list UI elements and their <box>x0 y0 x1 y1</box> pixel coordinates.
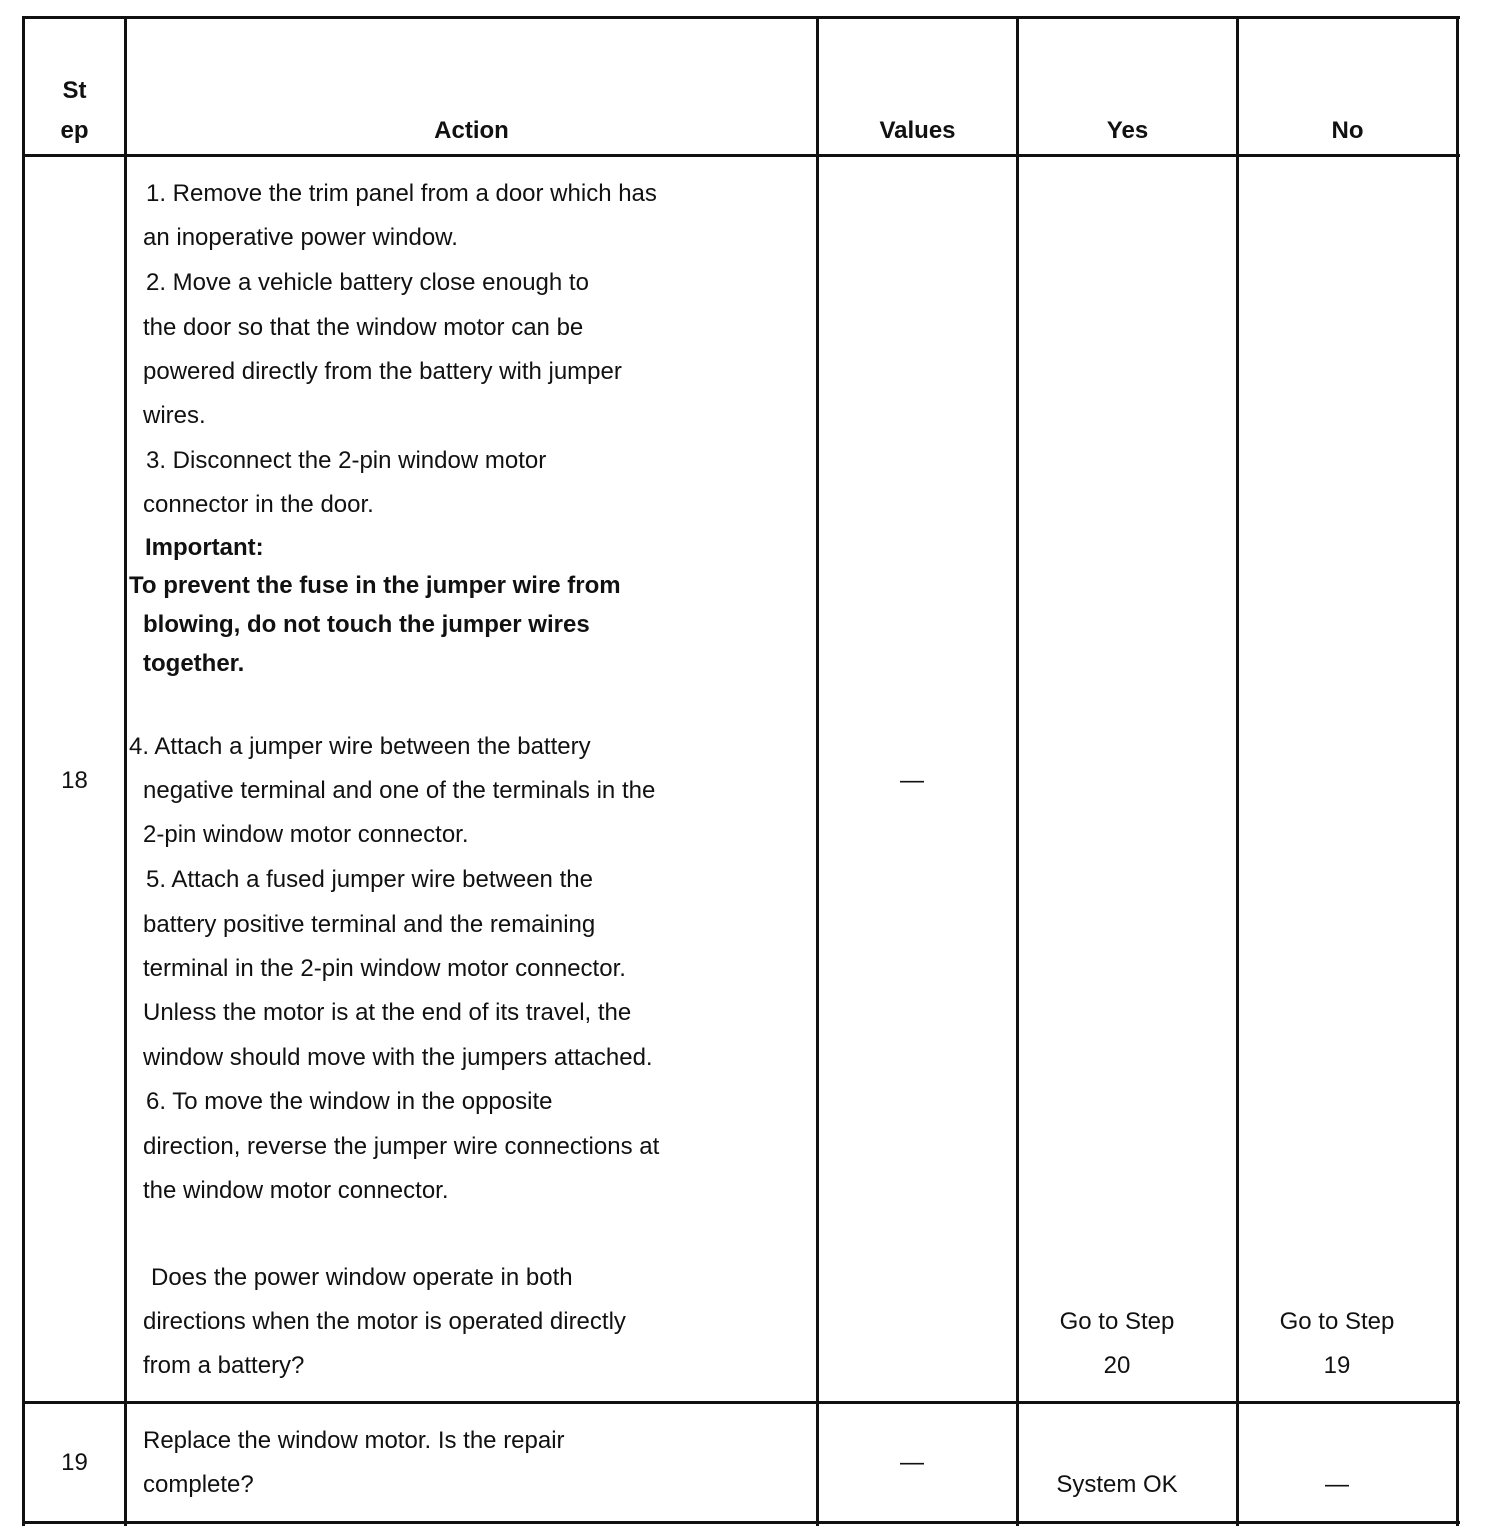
action-line: window should move with the jumpers attached. <box>143 1044 653 1071</box>
action-line: 5. Attach a fused jumper wire between the <box>146 866 593 893</box>
action-line: negative terminal and one of the terminals in the <box>143 777 656 804</box>
values-cell: — <box>900 767 924 794</box>
header-no: No <box>1331 117 1364 144</box>
action-line: 6. To move the window in the opposite <box>146 1088 553 1115</box>
action-line: 2-pin window motor connector. <box>143 821 469 848</box>
yes-cell: Go to Step 20 <box>1059 1308 1175 1379</box>
question-line: Does the power window operate in both <box>151 1264 573 1291</box>
yes-cell: System OK <box>1056 1471 1178 1498</box>
no-cell: — <box>1325 1471 1349 1498</box>
header-yes: Yes <box>1106 117 1149 144</box>
no-cell: Go to Step 19 <box>1279 1308 1395 1379</box>
action-line: the window motor connector. <box>143 1177 449 1204</box>
action-line: wires. <box>143 402 206 429</box>
important-note-line: blowing, do not touch the jumper wires <box>143 611 590 638</box>
header-step: St ep <box>60 77 89 144</box>
action-line: an inoperative power window. <box>143 224 458 251</box>
important-note-line: together. <box>143 650 245 677</box>
values-cell: — <box>900 1449 924 1476</box>
action-line: 1. Remove the trim panel from a door which has <box>146 180 657 207</box>
row-divider <box>22 1401 1460 1404</box>
action-line: terminal in the 2-pin window motor connector. <box>143 955 626 982</box>
important-label: Important: <box>145 534 264 561</box>
important-note-line: To prevent the fuse in the jumper wire from <box>129 572 621 599</box>
header-action: Action <box>434 117 509 144</box>
action-line: 2. Move a vehicle battery close enough to <box>146 269 589 296</box>
question-line: directions when the motor is operated directly <box>143 1308 626 1335</box>
action-text: Replace the window motor. Is the repair complete? <box>143 1427 565 1498</box>
action-line: the door so that the window motor can be <box>143 314 584 341</box>
table-border-top <box>22 16 1460 19</box>
header-divider <box>22 154 1460 157</box>
step-number: 19 <box>61 1449 88 1476</box>
question-line: from a battery? <box>143 1352 305 1379</box>
table-border-bottom <box>22 1521 1460 1524</box>
action-line: 3. Disconnect the 2-pin window motor <box>146 447 547 474</box>
action-line: 4. Attach a jumper wire between the battery <box>129 733 591 760</box>
table-border-right <box>1456 16 1459 1526</box>
action-line: connector in the door. <box>143 491 374 518</box>
header-values: Values <box>879 117 956 144</box>
column-divider <box>124 16 127 1526</box>
action-line: direction, reverse the jumper wire connections at <box>143 1133 660 1160</box>
action-line: Unless the motor is at the end of its travel, the <box>143 999 632 1026</box>
action-line: powered directly from the battery with jumper <box>143 358 622 385</box>
action-line: battery positive terminal and the remaining <box>143 911 596 938</box>
step-number: 18 <box>61 767 88 794</box>
